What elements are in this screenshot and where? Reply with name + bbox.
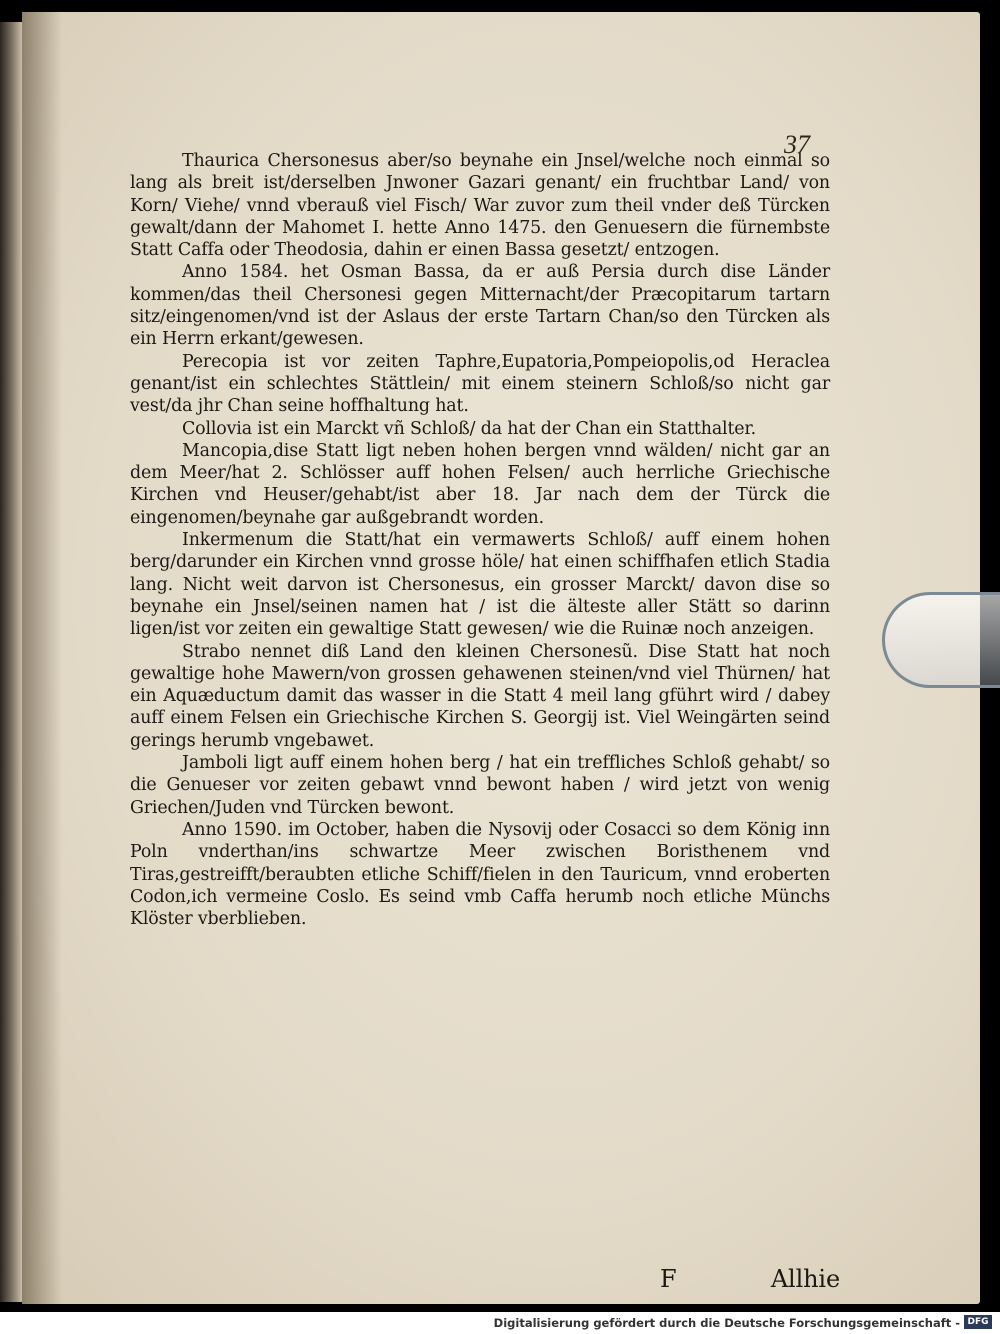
paragraph: Jamboli ligt auff einem hohen berg / hat ein treffliches Schloß gehabt/ so die Genueser vor zeiten gebawt vnnd bewont haben / wird jetzt von wenig Griechen/Juden vnd Türcken bewont. <box>130 753 830 818</box>
catchword: Allhie <box>770 1265 840 1293</box>
spine-shadow <box>22 12 62 1304</box>
paragraph: Thaurica Chersonesus aber/so beynahe ein Jnsel/welche noch einmal so lang als breit ist/derselben Jnwoner Gazari genant/ ein fruchtbar Land/ von Korn/ Viehe/ vnnd vberauß viel Fisch/ War zuvor zum theil vnder deß Türcken gewalt/dann der Mahomet I. hette Anno 1475. den Genuesern die fürnembste Statt Caffa oder Theodosia, dahin er einen Bassa gesetzt/ entzogen. <box>130 151 830 261</box>
paragraph: Strabo nennet diß Land den kleinen Chersonesũ. Dise Statt hat noch gewaltige hohe Mawern/von grossen gehawenen steinen/vnd viel Thürnen/ hat ein Aquæductum damit das wasser in die Statt 4 meil lang gführt wird / dabey auff einem Felsen ein Griechische Kirchen S. Georgij ist. Viel Weingärten seind gerings herumb vngebawet. <box>130 641 830 751</box>
signature-mark: F <box>660 1265 677 1293</box>
book-page <box>22 12 980 1304</box>
paragraph: Inkermenum die Statt/hat ein vermawerts Schloß/ auff einem hohen berg/darunder ein Kirchen vnnd grosse höle/ hat einen schiffhafen etlich Stadia lang. Nicht weit darvon ist Chersonesus, ein grosser Marckt/ davon dise so beynahe ein Jnsel/seinen namen hat / ist die älteste aller Stätt so darinn ligen/ist vor zeiten ein gewaltige Statt gewesen/ wie die Ruinæ noch anzeigen. <box>130 530 830 640</box>
paragraph: Perecopia ist vor zeiten Taphre,Eupatoria,Pompeiopolis,od Heraclea genant/ist ein schlechtes Stättlein/ mit einem steinern Schloß/so nicht gar vest/da jhr Chan seine hoffhaltung hat. <box>130 351 830 417</box>
paragraph: Anno 1584. het Osman Bassa, da er auß Persia durch dise Länder kommen/das theil Chersonesi gegen Mitternacht/der Præcopitarum tartarn sitz/eingenomen/vnd ist der Aslaus der erste Tartarn Chan/so den Türcken als ein Herrn erkant/gewesen. <box>130 262 830 350</box>
page-clip <box>882 592 1000 688</box>
paragraph: Collovia ist ein Marckt vñ Schloß/ da hat der Chan ein Statthalter. <box>182 418 757 439</box>
paragraph: Mancopia,dise Statt ligt neben hohen bergen vnnd wälden/ nicht gar an dem Meer/hat 2. Schlösser auff hohen Felsen/ auch herrliche Griechische Kirchen vnd Heuser/gehabt/ist aber 18. Jar nach dem der Türck die eingenomen/beynahe gar außgebrandt worden. <box>130 440 830 528</box>
digitization-credit: Digitalisierung gefördert durch die Deutsche Forschungsgemeinschaft - <box>493 1316 960 1330</box>
text-block <box>130 150 840 1293</box>
paragraph: Anno 1590. im October, haben die Nysovij oder Cosacci so dem König inn Poln vnderthan/ins schwartze Meer zwischen Boristhenem vnd Tiras,gestreifft/beraubten etliche Schiff/fielen in den Tauricum, vnnd eroberten Codon,ich vermeine Coslo. Es seind vmb Caffa herumb noch etliche Münchs Klöster vberblieben. <box>130 819 830 930</box>
dfg-logo: DFG <box>964 1315 992 1329</box>
page-number: 37 <box>784 130 810 159</box>
book-edge <box>0 22 22 1302</box>
